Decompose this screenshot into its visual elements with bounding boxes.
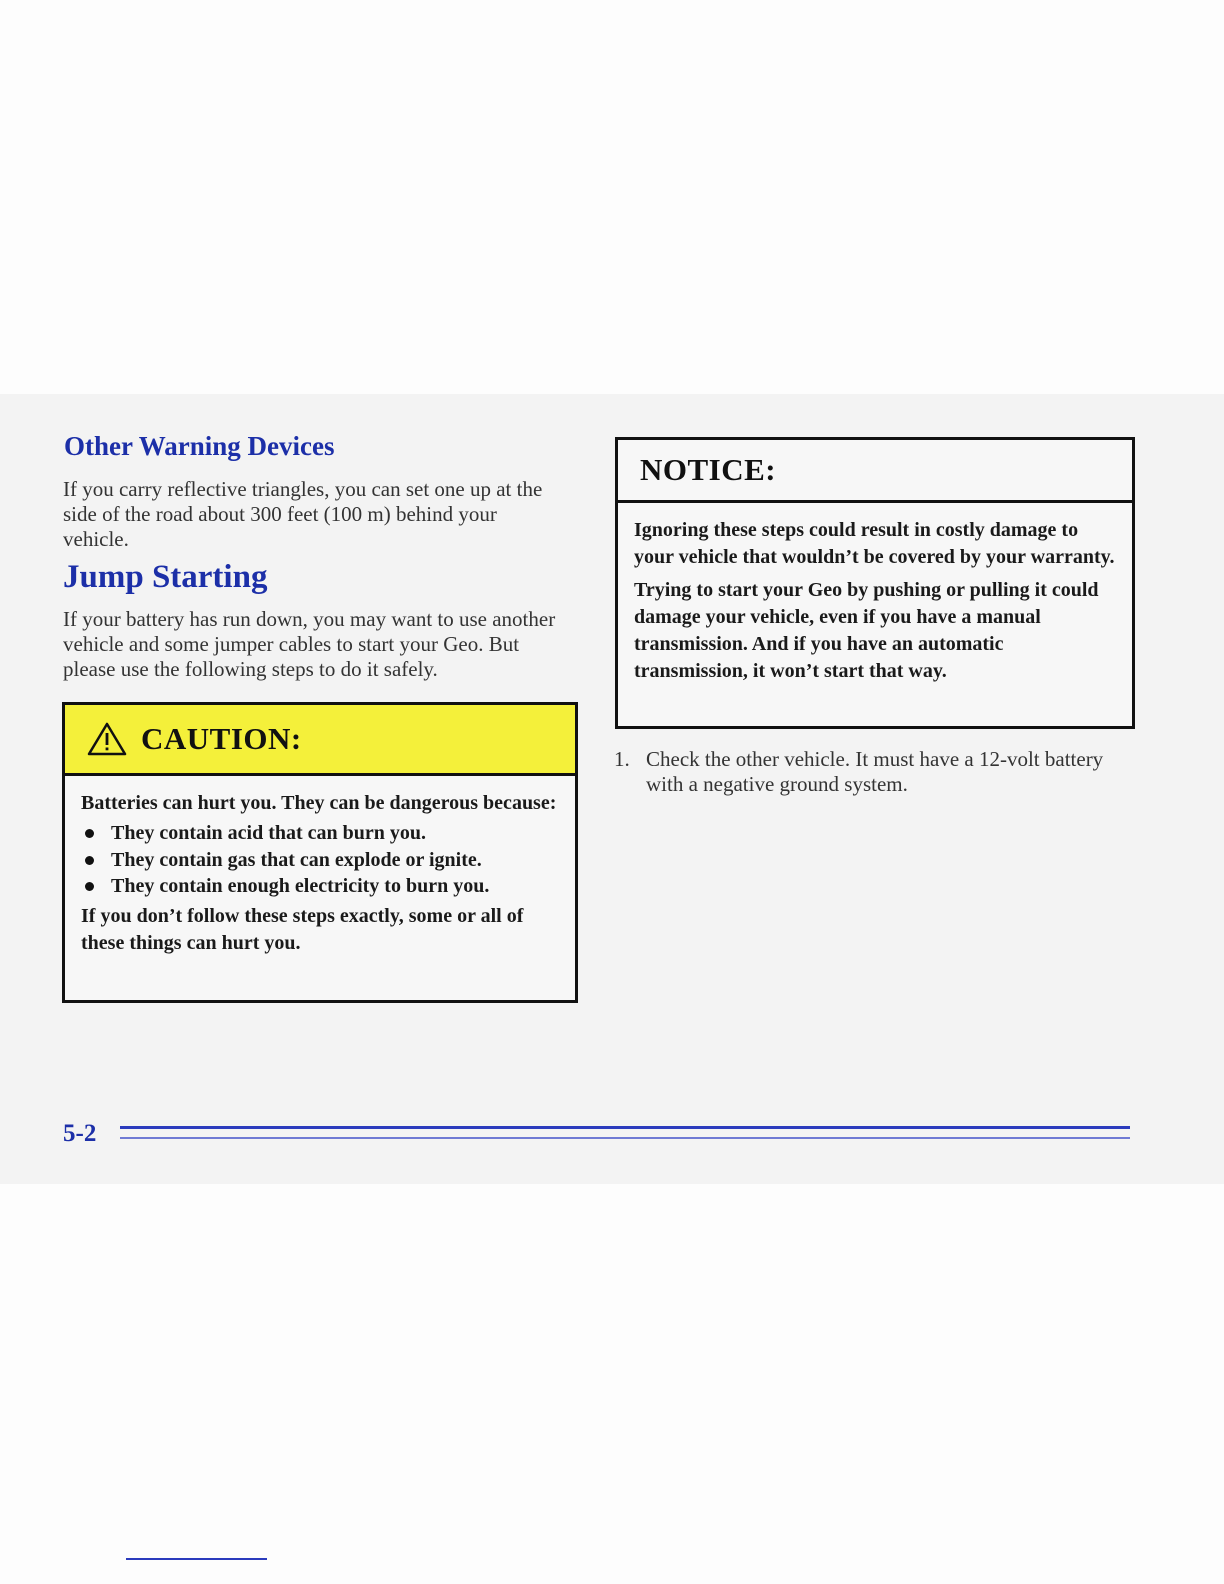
bullet-icon xyxy=(85,882,94,891)
notice-title: NOTICE: xyxy=(640,452,777,487)
caution-header xyxy=(65,705,575,776)
caution-intro: Batteries can hurt you. They can be dangerous because: xyxy=(81,792,557,814)
caution-list-item: They contain acid that can burn you. xyxy=(81,820,561,847)
notice-body xyxy=(618,503,1132,685)
caution-list-item: They contain gas that can explode or ignite. xyxy=(81,847,561,874)
notice-paragraph: Trying to start your Geo by pushing or pulling it could damage your vehicle, even if you have a manual transmission. And if you have an automatic transmission, it won’t start that way. xyxy=(634,579,1099,682)
bullet-icon xyxy=(85,856,94,865)
step-item xyxy=(614,747,1114,797)
caution-list-item: They contain enough electricity to burn you. xyxy=(81,873,561,900)
warning-triangle-icon xyxy=(87,722,127,756)
notice-header xyxy=(618,440,1132,503)
bullet-icon xyxy=(85,829,94,838)
section-title-jump-starting: Jump Starting xyxy=(63,559,268,595)
notice-box xyxy=(615,437,1135,729)
step-list xyxy=(614,747,1114,797)
caution-title: CAUTION: xyxy=(141,721,302,756)
step-number: 1. xyxy=(614,747,630,771)
notice-paragraph: Ignoring these steps could result in costly damage to your vehicle that wouldn’t be covered by your warranty. xyxy=(634,519,1115,568)
step-text: Check the other vehicle. It must have a 12-volt battery with a negative ground system. xyxy=(646,747,1104,796)
caution-list xyxy=(81,820,561,900)
footer-rule xyxy=(120,1126,1130,1140)
section-text-other-warning-devices: If you carry reflective triangles, you can set one up at the side of the road about 300 feet (100 m) behind your vehicle. xyxy=(63,477,543,551)
section-title-other-warning-devices: Other Warning Devices xyxy=(64,431,335,461)
bottom-rule xyxy=(126,1558,267,1560)
caution-outro: If you don’t follow these steps exactly, some or all of these things can hurt you. xyxy=(81,904,524,954)
section-text-jump-starting: If your battery has run down, you may want to use another vehicle and some jumper cables to start your Geo. But please use the following steps to do it safely. xyxy=(63,607,556,681)
caution-box xyxy=(62,702,578,1003)
caution-body xyxy=(65,776,575,957)
page-number: 5-2 xyxy=(63,1120,97,1147)
